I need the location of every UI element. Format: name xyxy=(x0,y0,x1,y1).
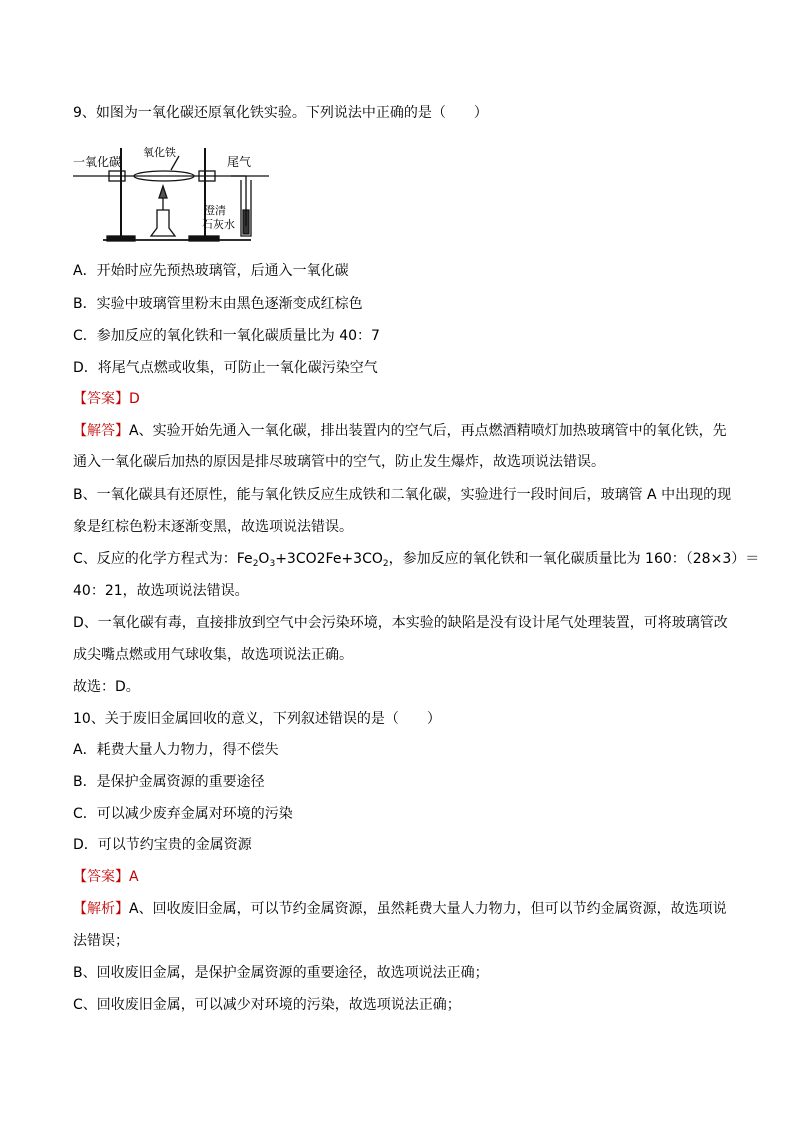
q9-answer-line xyxy=(73,390,140,408)
label-limewater-2: 石灰水 xyxy=(202,218,235,231)
question-10-stem: 10、关于废旧金属回收的意义，下列叙述错误的是（ ） xyxy=(73,711,441,727)
q9-analysis-line-3: B、一氧化碳具有还原性，能与氧化铁反应生成铁和二氧化碳，实验进行一段时间后，玻璃管 A 中出现的现 xyxy=(73,487,732,503)
q9-option-a: A．开始时应先预热玻璃管，后通入一氧化碳 xyxy=(73,263,349,279)
q9-answer-tag: 【答案】 xyxy=(73,391,129,407)
q9-analysis-line-2: 通入一氧化碳后加热的原因是排尽玻璃管中的空气，防止发生爆炸，故选项说法错误。 xyxy=(73,454,605,470)
alcohol-burner xyxy=(151,210,175,236)
q9-analysis-tag: 【解答】 xyxy=(73,423,129,439)
q10-option-c: C．可以减少废弃金属对环境的污染 xyxy=(73,806,293,822)
q9-answer-value: D xyxy=(129,391,140,407)
q9-option-b: B．实验中玻璃管里粉末由黑色逐渐变成红棕色 xyxy=(73,296,363,312)
q9-analysis-d-line-1: D、一氧化碳有毒，直接排放到空气中会污染环境，本实验的缺陷是没有设计尾气处理装置，可将玻璃管改 xyxy=(73,615,728,631)
q10-analysis-line-3: B、回收废旧金属，是保护金属资源的重要途径，故选项说法正确； xyxy=(73,965,489,981)
q10-option-b: B．是保护金属资源的重要途径 xyxy=(73,774,265,790)
q10-analysis-line-1 xyxy=(73,900,727,918)
apparatus-figure xyxy=(71,136,271,244)
q10-answer-tag: 【答案】 xyxy=(73,869,129,885)
label-fe2o3: 氧化铁 xyxy=(143,146,176,159)
q9-analysis-line-1 xyxy=(73,422,727,440)
q9-conclusion: 故选：D。 xyxy=(73,679,140,695)
q9-analysis-d-line-2: 成尖嘴点燃或用气球收集，故选项说法正确。 xyxy=(73,647,353,663)
q9-option-c: C．参加反应的氧化铁和一氧化碳质量比为 40：7 xyxy=(73,328,380,344)
q10-analysis-text-1: A、回收废旧金属，可以节约金属资源，虽然耗费大量人力物力，但可以节约金属资源，故选项说 xyxy=(129,901,727,917)
q9-analysis-text-1: A、实验开始先通入一氧化碳，排出装置内的空气后，再点燃酒精喷灯加热玻璃管中的氧化铁，先 xyxy=(129,423,727,439)
q10-option-a: A．耗费大量人力物力，得不偿失 xyxy=(73,742,279,758)
q10-option-d: D．可以节约宝贵的金属资源 xyxy=(73,837,252,853)
label-co: 一氧化碳 xyxy=(73,155,122,169)
q9-equation-line: C、反应的化学方程式为：$Fe_2O_3+3CO2Fe+3CO_2$，参加反应的氧化铁和一氧化碳质量比为 160：（28×3）＝ xyxy=(73,551,760,569)
q10-analysis-line-4: C、回收废旧金属，可以减少对环境的污染，故选项说法正确； xyxy=(73,997,461,1013)
q10-answer-value: A xyxy=(129,869,139,885)
q9-analysis-c-line-2: 40：21，故选项说法错误。 xyxy=(73,583,249,599)
q9-analysis-line-4: 象是红棕色粉末逐渐变黑，故选项说法错误。 xyxy=(73,519,353,535)
q9-option-d: D．将尾气点燃或收集，可防止一氧化碳污染空气 xyxy=(73,360,378,376)
q10-answer-line xyxy=(73,868,139,886)
question-9-stem: 9、如图为一氧化碳还原氧化铁实验。下列说法中正确的是（ ） xyxy=(73,105,488,121)
label-limewater-1: 澄清 xyxy=(204,204,226,217)
label-tail-gas: 尾气 xyxy=(227,155,252,169)
q10-analysis-line-2: 法错误； xyxy=(73,933,129,949)
q10-analysis-tag: 【解析】 xyxy=(73,901,129,917)
